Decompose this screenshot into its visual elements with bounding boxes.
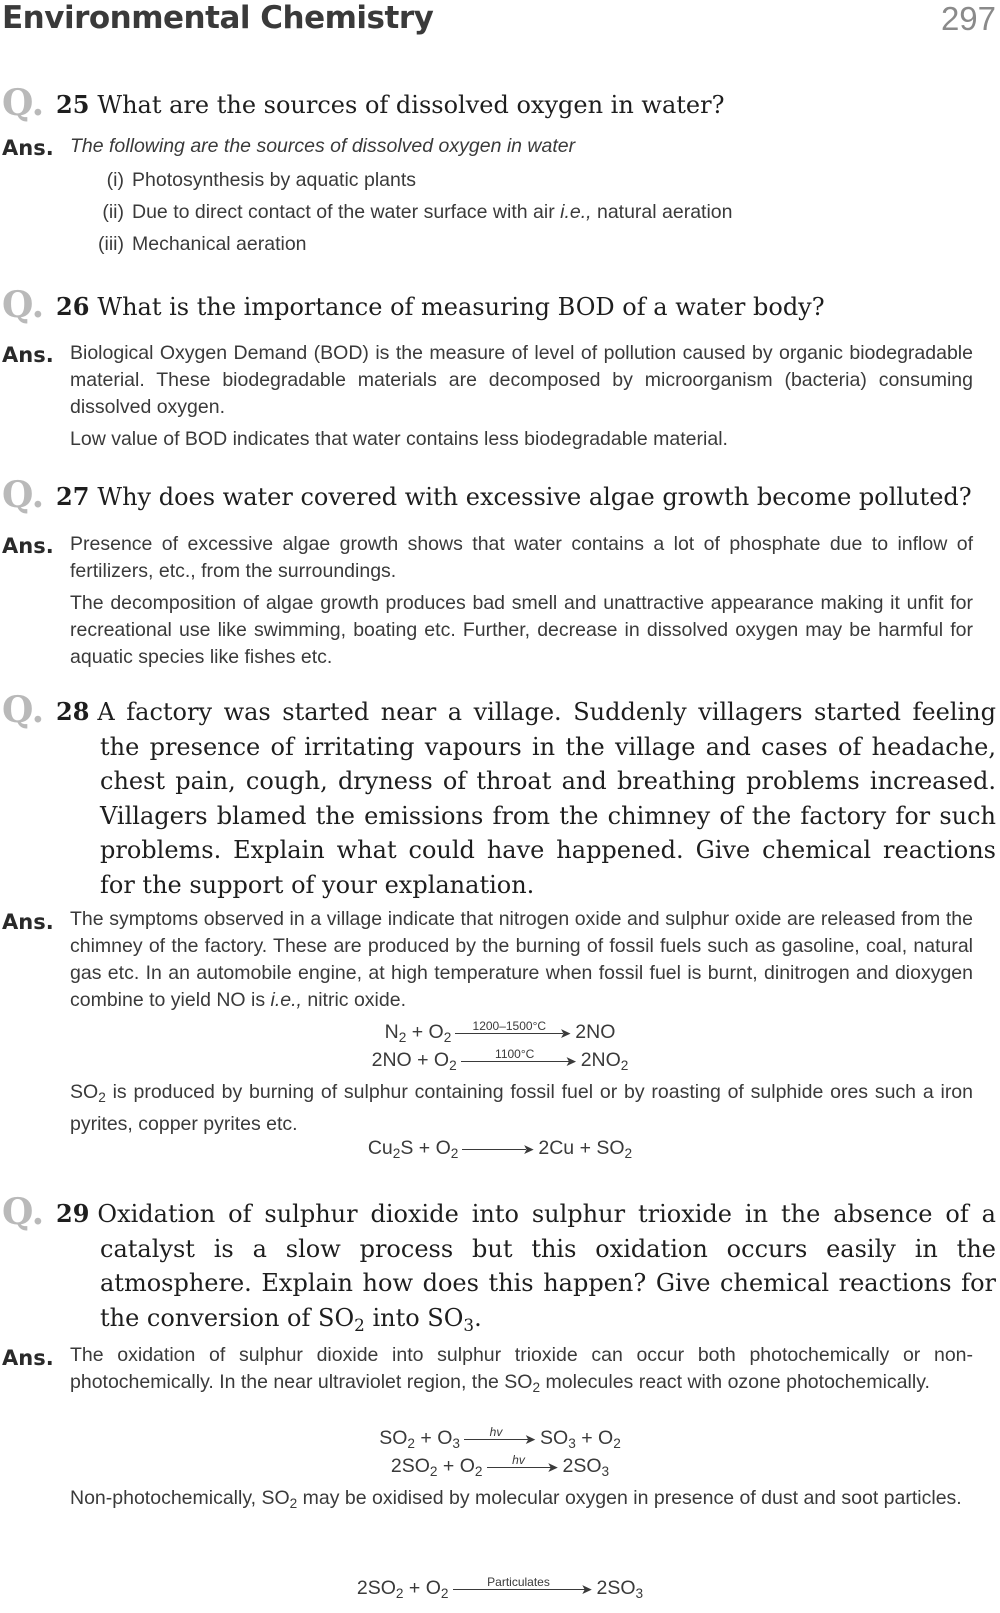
answer-intro: The following are the sources of dissolved oxygen in water xyxy=(70,135,576,157)
list-item xyxy=(84,164,733,196)
question-number: 28 xyxy=(56,697,90,726)
equation-2: $2NO + O_2$ 1100°C ➤ $2NO_2$ xyxy=(0,1046,1000,1080)
answer-text: may be oxidised by molecular oxygen in presence of dust and soot particles. xyxy=(302,1487,962,1509)
answer-label: Ans. xyxy=(2,343,54,367)
answer-26 xyxy=(70,340,973,453)
question-body-cont: catalyst is a slow process but this oxidation occurs easily in the atmosphere. Explain how does this happen? Give chemical reactions for the conversion of xyxy=(100,1234,996,1332)
q-mark: Q. xyxy=(2,284,45,326)
q-mark: Q. xyxy=(2,474,45,516)
answer-paragraph: Presence of excessive algae growth shows that water contains a lot of phosphate due to inflow of fertilizers, etc., from the surroundings. xyxy=(70,533,973,582)
equation-3: $Cu_2S + O_2$ ➤ $2Cu + SO_2$ xyxy=(367,1137,633,1162)
q-mark: Q. xyxy=(2,1191,45,1233)
answer-text: SO xyxy=(70,1081,99,1103)
question-body: Why does water covered with excessive algae growth become polluted? xyxy=(97,483,972,511)
reaction-condition: Particulates xyxy=(487,1574,550,1589)
reaction-condition: 1100°C xyxy=(495,1046,535,1061)
answer-28 xyxy=(70,906,973,1014)
chapter-title: Environmental Chemistry xyxy=(2,0,434,36)
question-body: What are the sources of dissolved oxygen in water? xyxy=(97,91,725,119)
list-text: Due to direct contact of the water surface with air xyxy=(132,201,555,223)
answer-paragraph: Biological Oxygen Demand (BOD) is the measure of level of pollution caused by organic biodegradable material. These biodegradable materials are decomposed by microorganism (bacteria) consuming dissolved oxygen. xyxy=(70,342,973,418)
answer-28-cont: $SO_2$ is produced by burning of sulphur containing fossil fuel or by roasting of sulphide ores such a iron pyrites, copper pyrites etc. xyxy=(70,1081,973,1136)
answer-label: Ans. xyxy=(2,136,54,160)
list-number: (iii) xyxy=(98,233,124,255)
list-number: (ii) xyxy=(102,201,124,223)
question-number: 27 xyxy=(56,482,90,511)
page-number: 297 xyxy=(940,0,996,37)
reaction-condition: hv xyxy=(489,1424,503,1439)
question-text: 29 Oxidation of sulphur dioxide into sulphur trioxide in the absence of a catalyst is a slow process but this oxidation occurs easily in the atmosphere. Explain how does this happen? Give chemical reactions for the conversion of $SO_2$ into $SO_3$. xyxy=(56,1199,996,1335)
question-body: A factory was started near a village. Suddenly villagers started feeling xyxy=(97,698,996,726)
reaction-condition: hv xyxy=(512,1452,525,1467)
question-body: Oxidation of sulphur dioxide into sulphur trioxide in the absence of a xyxy=(97,1200,996,1228)
list-item xyxy=(84,196,733,228)
list-number: (i) xyxy=(106,169,124,191)
list-text: Photosynthesis by aquatic plants xyxy=(132,169,417,191)
answer-tail: molecules react with ozone photochemically. xyxy=(545,1371,930,1393)
answer-tail: nitric oxide. xyxy=(307,989,406,1011)
question-number: 29 xyxy=(56,1199,90,1228)
list-italic: i.e., xyxy=(560,201,592,223)
question-body: What is the importance of measuring BOD of a water body? xyxy=(97,293,825,321)
answer-label: Ans. xyxy=(2,1346,54,1370)
answer-paragraph: The symptoms observed in a village indicate that nitrogen oxide and sulphur oxide are released from the chimney of the factory. These are produced by the burning of fossil fuels such as gasoline, coal, natural gas etc. In an automobile engine, at high temperature when fossil fuel is burnt, dinitrogen and dioxygen combine to yield NO is xyxy=(70,908,973,1011)
answer-29-cont: Non-photochemically, $SO_2$ may be oxidised by molecular oxygen in presence of dust and soot particles. xyxy=(70,1487,962,1512)
question-number: 26 xyxy=(56,292,90,321)
answer-text: is produced by burning of sulphur containing fossil fuel or by roasting of sulphide ores such a iron pyrites, copper pyrites etc. xyxy=(70,1081,973,1136)
answer-paragraph: Low value of BOD indicates that water contains less biodegradable material. xyxy=(70,428,728,450)
equation-5: $2SO_2 + O_2$ hv ➤ $2SO_3$ xyxy=(0,1452,1000,1486)
list-tail: natural aeration xyxy=(596,201,733,223)
answer-25 xyxy=(70,133,973,160)
answer-italic: i.e., xyxy=(270,989,302,1011)
equation-4: $SO_2 + O_3$ hv ➤ $SO_3 + O_2$ xyxy=(0,1424,1000,1458)
sources-list xyxy=(84,164,733,260)
equation-1: $N_2 + O_2$ 1200–1500°C ➤ 2NO xyxy=(0,1018,1000,1052)
q-mark: Q. xyxy=(2,82,45,124)
question-text xyxy=(56,290,996,325)
question-text xyxy=(56,480,996,515)
answer-paragraph: The decomposition of algae growth produces bad smell and unattractive appearance making it unfit for recreational use like swimming, boating etc. Further, decrease in dissolved oxygen may be harmful for aquatic species like fishes etc. xyxy=(70,592,973,668)
reaction-condition: 1200–1500°C xyxy=(472,1018,547,1033)
answer-label: Ans. xyxy=(2,534,54,558)
answer-27 xyxy=(70,531,973,671)
equation-6: $2SO_2 + O_2$ Particulates ➤ $2SO_3$ xyxy=(0,1574,1000,1608)
page-header xyxy=(0,0,1000,44)
answer-paragraph: The oxidation of sulphur dioxide into sulphur trioxide can occur both photochemically or non-photochemically. In the near ultraviolet region, the SO xyxy=(70,1344,973,1393)
question-text xyxy=(56,88,996,123)
answer-text: Non-photochemically, SO xyxy=(70,1487,290,1509)
question-body-cont: the presence of irritating vapours in the village and cases of headache, chest pain, cough, dryness of throat and breathing problems increased. Villagers blamed the emissions from the chimney of the factory for such problems. Explain what could have happened. Give chemical reactions for the support of your explanation. xyxy=(100,732,996,899)
answer-29: The oxidation of sulphur dioxide into sulphur trioxide can occur both photochemically or non-photochemically. In the near ultraviolet region, the $SO_2$ molecules react with ozone photochemically. xyxy=(70,1344,973,1396)
list-text: Mechanical aeration xyxy=(132,233,307,255)
list-item xyxy=(84,228,733,260)
question-text xyxy=(56,695,996,902)
answer-label: Ans. xyxy=(2,910,54,934)
q-mark: Q. xyxy=(2,689,45,731)
question-number: 25 xyxy=(56,90,90,119)
